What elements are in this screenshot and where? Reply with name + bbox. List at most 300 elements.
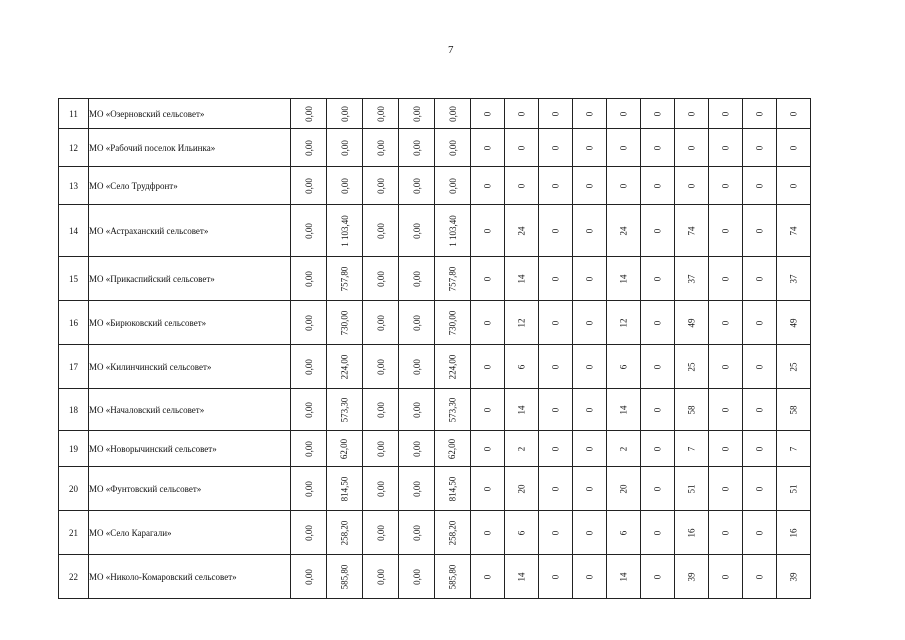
table-row [59, 99, 811, 129]
value-cell [641, 345, 675, 389]
value-cell [291, 555, 327, 599]
value-text: 730,00 [447, 310, 458, 335]
value-cell [777, 99, 811, 129]
value-cell [607, 389, 641, 431]
row-number: 12 [59, 129, 89, 167]
value-text: 0,00 [411, 568, 422, 585]
value-text: 16 [686, 528, 697, 537]
value-text: 0 [584, 183, 595, 188]
value-cell [675, 257, 709, 301]
value-cell [709, 389, 743, 431]
value-text: 0 [720, 276, 731, 281]
value-cell [363, 129, 399, 167]
value-cell [363, 467, 399, 511]
value-cell [327, 257, 363, 301]
value-cell [641, 301, 675, 345]
row-number: 20 [59, 467, 89, 511]
value-text: 6 [618, 364, 629, 369]
value-text: 0 [754, 111, 765, 116]
value-cell [399, 99, 435, 129]
table-row [59, 167, 811, 205]
value-cell [641, 389, 675, 431]
value-cell [471, 389, 505, 431]
value-text: 0,00 [411, 139, 422, 156]
value-cell [743, 511, 777, 555]
value-cell [573, 167, 607, 205]
value-cell [291, 257, 327, 301]
value-cell [471, 431, 505, 467]
value-cell [675, 129, 709, 167]
value-cell [435, 431, 471, 467]
value-cell [777, 301, 811, 345]
value-text: 0 [788, 183, 799, 188]
value-cell [641, 167, 675, 205]
value-text: 0 [652, 276, 663, 281]
value-cell [363, 167, 399, 205]
table-row [59, 345, 811, 389]
value-cell [573, 431, 607, 467]
value-text: 0 [482, 145, 493, 150]
value-cell [327, 555, 363, 599]
value-text: 0,00 [375, 440, 386, 457]
value-cell [641, 205, 675, 257]
value-cell [539, 345, 573, 389]
value-cell [435, 511, 471, 555]
value-cell [675, 205, 709, 257]
value-text: 0 [652, 320, 663, 325]
value-text: 49 [686, 318, 697, 327]
value-cell [327, 99, 363, 129]
value-cell [573, 389, 607, 431]
value-cell [327, 129, 363, 167]
value-text: 20 [516, 484, 527, 493]
value-text: 0 [720, 183, 731, 188]
value-text: 49 [788, 318, 799, 327]
value-cell [327, 467, 363, 511]
value-cell [709, 99, 743, 129]
value-cell [363, 257, 399, 301]
value-cell [291, 431, 327, 467]
value-text: 0,00 [375, 270, 386, 287]
value-text: 0,00 [375, 524, 386, 541]
value-text: 0 [618, 111, 629, 116]
value-cell [709, 205, 743, 257]
value-cell [675, 345, 709, 389]
row-number: 19 [59, 431, 89, 467]
value-text: 0 [652, 446, 663, 451]
value-text: 0 [720, 364, 731, 369]
value-cell [291, 129, 327, 167]
value-text: 814,50 [447, 476, 458, 501]
value-cell [363, 511, 399, 555]
value-text: 0 [482, 574, 493, 579]
value-cell [505, 257, 539, 301]
municipality-name: МО «Фунтовский сельсовет» [89, 467, 291, 511]
value-cell [435, 167, 471, 205]
value-text: 0 [720, 407, 731, 412]
value-cell [363, 345, 399, 389]
value-cell [291, 205, 327, 257]
value-text: 573,30 [447, 397, 458, 422]
value-text: 0 [550, 486, 561, 491]
row-number: 11 [59, 99, 89, 129]
value-text: 14 [516, 274, 527, 283]
value-text: 0 [584, 407, 595, 412]
value-text: 224,00 [447, 354, 458, 379]
value-text: 12 [618, 318, 629, 327]
value-cell [291, 511, 327, 555]
value-cell [777, 205, 811, 257]
value-text: 0 [652, 407, 663, 412]
value-cell [435, 467, 471, 511]
value-cell [777, 129, 811, 167]
value-cell [709, 431, 743, 467]
value-cell [471, 301, 505, 345]
value-cell [539, 389, 573, 431]
value-cell [743, 301, 777, 345]
value-text: 0 [584, 276, 595, 281]
value-cell [777, 467, 811, 511]
value-cell [291, 467, 327, 511]
value-cell [291, 345, 327, 389]
value-text: 0 [482, 183, 493, 188]
value-cell [291, 389, 327, 431]
value-cell [777, 511, 811, 555]
value-text: 0 [584, 145, 595, 150]
municipality-name: МО «Село Трудфронт» [89, 167, 291, 205]
value-text: 0 [652, 145, 663, 150]
value-cell [435, 301, 471, 345]
value-cell [399, 205, 435, 257]
value-cell [743, 345, 777, 389]
table-row [59, 301, 811, 345]
page-number: 7 [448, 44, 454, 56]
municipality-name: МО «Николо-Комаровский сельсовет» [89, 555, 291, 599]
row-number: 21 [59, 511, 89, 555]
value-cell [607, 511, 641, 555]
value-cell [505, 555, 539, 599]
value-cell [399, 467, 435, 511]
value-cell [743, 205, 777, 257]
value-cell [675, 555, 709, 599]
value-text: 573,30 [339, 397, 350, 422]
value-text: 0 [754, 145, 765, 150]
value-text: 6 [516, 530, 527, 535]
value-text: 0 [686, 183, 697, 188]
value-cell [709, 167, 743, 205]
value-text: 0 [720, 446, 731, 451]
value-text: 16 [788, 528, 799, 537]
value-cell [505, 205, 539, 257]
value-text: 0 [652, 486, 663, 491]
value-text: 0 [652, 530, 663, 535]
value-cell [471, 167, 505, 205]
value-text: 0,00 [303, 139, 314, 156]
value-text: 0 [720, 530, 731, 535]
value-cell [675, 389, 709, 431]
value-text: 0 [584, 228, 595, 233]
value-cell [327, 389, 363, 431]
table-row [59, 129, 811, 167]
value-cell [607, 467, 641, 511]
value-cell [399, 431, 435, 467]
value-text: 0,00 [303, 177, 314, 194]
value-cell [607, 257, 641, 301]
value-cell [709, 555, 743, 599]
value-text: 0,00 [411, 440, 422, 457]
value-cell [471, 467, 505, 511]
value-text: 0,00 [447, 105, 458, 122]
value-text: 0 [550, 364, 561, 369]
municipality-name: МО «Началовский сельсовет» [89, 389, 291, 431]
value-text: 0 [550, 446, 561, 451]
value-text: 0,00 [411, 524, 422, 541]
value-text: 62,00 [447, 438, 458, 459]
value-cell [399, 389, 435, 431]
value-cell [573, 129, 607, 167]
value-cell [777, 431, 811, 467]
value-text: 0 [482, 320, 493, 325]
value-cell [471, 555, 505, 599]
table-row [59, 389, 811, 431]
value-text: 0 [754, 276, 765, 281]
value-cell [363, 431, 399, 467]
value-cell [675, 99, 709, 129]
value-text: 0,00 [375, 401, 386, 418]
value-text: 0,00 [411, 270, 422, 287]
value-text: 0 [482, 364, 493, 369]
value-text: 14 [516, 572, 527, 581]
value-cell [539, 301, 573, 345]
value-cell [743, 99, 777, 129]
value-text: 0,00 [411, 358, 422, 375]
value-cell [327, 167, 363, 205]
value-text: 0 [482, 228, 493, 233]
value-text: 7 [788, 446, 799, 451]
value-cell [709, 345, 743, 389]
value-cell [363, 301, 399, 345]
value-text: 0 [550, 145, 561, 150]
value-cell [505, 129, 539, 167]
value-text: 0 [754, 486, 765, 491]
value-cell [709, 257, 743, 301]
value-text: 0 [618, 183, 629, 188]
value-cell [777, 389, 811, 431]
value-text: 39 [686, 572, 697, 581]
row-number: 22 [59, 555, 89, 599]
value-text: 51 [686, 484, 697, 493]
value-text: 0 [482, 407, 493, 412]
value-text: 0,00 [339, 139, 350, 156]
value-cell [573, 257, 607, 301]
value-text: 0,00 [375, 139, 386, 156]
value-text: 0,00 [411, 314, 422, 331]
value-cell [641, 257, 675, 301]
value-text: 0 [550, 320, 561, 325]
value-text: 0 [754, 364, 765, 369]
table-row [59, 257, 811, 301]
value-cell [505, 467, 539, 511]
value-text: 0 [652, 364, 663, 369]
value-text: 14 [618, 572, 629, 581]
value-cell [573, 301, 607, 345]
value-text: 0 [754, 320, 765, 325]
value-cell [539, 129, 573, 167]
value-cell [539, 205, 573, 257]
value-text: 0 [754, 228, 765, 233]
value-text: 0,00 [375, 177, 386, 194]
value-cell [471, 99, 505, 129]
value-text: 0,00 [303, 358, 314, 375]
value-text: 0,00 [303, 314, 314, 331]
value-cell [607, 555, 641, 599]
value-text: 730,00 [339, 310, 350, 335]
value-cell [505, 345, 539, 389]
value-text: 51 [788, 484, 799, 493]
value-text: 0 [584, 364, 595, 369]
value-cell [607, 205, 641, 257]
value-text: 0 [584, 111, 595, 116]
value-cell [675, 511, 709, 555]
value-cell [675, 301, 709, 345]
value-cell [363, 205, 399, 257]
value-cell [607, 167, 641, 205]
value-text: 0,00 [303, 105, 314, 122]
value-cell [399, 345, 435, 389]
value-text: 0 [550, 276, 561, 281]
value-cell [777, 345, 811, 389]
value-text: 0 [618, 145, 629, 150]
row-number: 15 [59, 257, 89, 301]
row-number: 16 [59, 301, 89, 345]
row-number: 14 [59, 205, 89, 257]
value-text: 0,00 [303, 401, 314, 418]
value-cell [709, 467, 743, 511]
value-text: 62,00 [339, 438, 350, 459]
value-cell [709, 129, 743, 167]
value-cell [607, 301, 641, 345]
value-text: 757,80 [447, 266, 458, 291]
value-cell [743, 167, 777, 205]
value-cell [435, 345, 471, 389]
value-text: 39 [788, 572, 799, 581]
value-text: 37 [788, 274, 799, 283]
municipality-name: МО «Озерновский сельсовет» [89, 99, 291, 129]
value-cell [291, 167, 327, 205]
value-text: 0 [550, 530, 561, 535]
value-text: 0,00 [303, 524, 314, 541]
value-text: 6 [516, 364, 527, 369]
value-cell [573, 511, 607, 555]
value-cell [675, 467, 709, 511]
value-text: 0,00 [303, 568, 314, 585]
value-text: 0 [482, 486, 493, 491]
value-cell [641, 467, 675, 511]
value-cell [505, 389, 539, 431]
value-text: 0 [584, 530, 595, 535]
value-cell [641, 555, 675, 599]
value-text: 0 [788, 111, 799, 116]
value-text: 25 [788, 362, 799, 371]
value-text: 7 [686, 446, 697, 451]
value-text: 0,00 [447, 177, 458, 194]
value-cell [607, 345, 641, 389]
table-row [59, 467, 811, 511]
value-text: 0 [720, 320, 731, 325]
data-table [58, 98, 811, 599]
row-number: 13 [59, 167, 89, 205]
value-cell [363, 555, 399, 599]
value-text: 0 [686, 145, 697, 150]
value-cell [777, 167, 811, 205]
municipality-name: МО «Бирюковский сельсовет» [89, 301, 291, 345]
value-cell [641, 511, 675, 555]
value-text: 58 [686, 405, 697, 414]
row-number: 18 [59, 389, 89, 431]
value-cell [471, 345, 505, 389]
value-cell [399, 257, 435, 301]
value-cell [471, 511, 505, 555]
value-text: 0 [652, 574, 663, 579]
row-number: 17 [59, 345, 89, 389]
value-cell [327, 345, 363, 389]
value-text: 0 [516, 145, 527, 150]
value-text: 0 [516, 183, 527, 188]
value-cell [675, 167, 709, 205]
value-text: 0 [754, 183, 765, 188]
value-text: 0 [720, 486, 731, 491]
value-text: 0,00 [303, 440, 314, 457]
municipality-name: МО «Прикаспийский сельсовет» [89, 257, 291, 301]
value-text: 0 [754, 530, 765, 535]
value-text: 224,00 [339, 354, 350, 379]
table-row [59, 555, 811, 599]
table-body [59, 99, 811, 599]
value-cell [777, 257, 811, 301]
value-text: 0 [652, 228, 663, 233]
value-text: 1 103,40 [339, 214, 350, 247]
value-text: 25 [686, 362, 697, 371]
value-text: 58 [788, 405, 799, 414]
value-cell [607, 99, 641, 129]
value-text: 0,00 [375, 358, 386, 375]
value-cell [709, 511, 743, 555]
value-text: 0 [516, 111, 527, 116]
value-cell [471, 257, 505, 301]
value-cell [573, 467, 607, 511]
value-cell [399, 167, 435, 205]
value-text: 258,20 [339, 520, 350, 545]
value-text: 6 [618, 530, 629, 535]
value-text: 24 [618, 226, 629, 235]
value-text: 0,00 [303, 480, 314, 497]
value-cell [435, 257, 471, 301]
value-cell [607, 129, 641, 167]
value-text: 14 [618, 274, 629, 283]
value-text: 2 [618, 446, 629, 451]
value-cell [505, 511, 539, 555]
value-cell [539, 257, 573, 301]
value-text: 0 [720, 228, 731, 233]
value-text: 0,00 [411, 480, 422, 497]
value-cell [573, 205, 607, 257]
value-cell [363, 99, 399, 129]
municipality-name: МО «Новорычинский сельсовет» [89, 431, 291, 467]
value-text: 0 [754, 574, 765, 579]
value-text: 0 [686, 111, 697, 116]
value-cell [505, 431, 539, 467]
value-cell [505, 167, 539, 205]
